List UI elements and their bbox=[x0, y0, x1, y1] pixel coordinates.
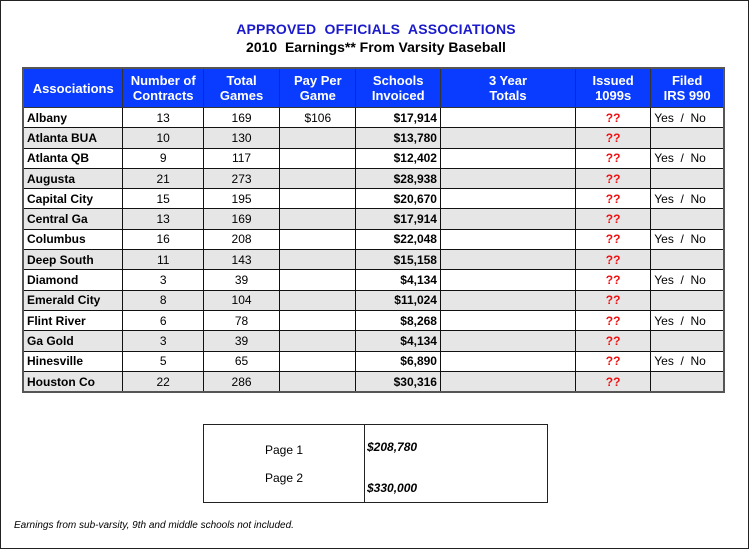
three-year-totals-cell bbox=[440, 108, 575, 128]
total-games-cell: 169 bbox=[203, 108, 279, 128]
pay-per-game-cell bbox=[280, 371, 356, 392]
table-row bbox=[23, 290, 724, 310]
contracts-cell: 16 bbox=[123, 229, 203, 249]
issued-1099s-cell: ?? bbox=[576, 108, 651, 128]
schools-invoiced-cell: $30,316 bbox=[356, 371, 441, 392]
issued-1099s-cell: ?? bbox=[576, 168, 651, 188]
filed-irs-990-cell bbox=[651, 331, 724, 351]
association-cell: Columbus bbox=[23, 229, 123, 249]
totals-divider bbox=[364, 425, 365, 502]
filed-irs-990-cell bbox=[651, 209, 724, 229]
pay-per-game-cell bbox=[280, 290, 356, 310]
schools-invoiced-cell: $4,134 bbox=[356, 331, 441, 351]
column-header-associations: Associations bbox=[23, 68, 123, 108]
association-cell: Augusta bbox=[23, 168, 123, 188]
issued-1099s-cell: ?? bbox=[576, 371, 651, 392]
issued-1099s-cell: ?? bbox=[576, 189, 651, 209]
association-cell: Houston Co bbox=[23, 371, 123, 392]
pay-per-game-cell bbox=[280, 189, 356, 209]
footnote: Earnings from sub-varsity, 9th and middle schools not included. bbox=[14, 520, 294, 531]
table-row bbox=[23, 371, 724, 392]
association-cell: Diamond bbox=[23, 270, 123, 290]
page2-total: $330,000 bbox=[367, 481, 418, 495]
three-year-totals-cell bbox=[440, 229, 575, 249]
filed-irs-990-cell: Yes / No bbox=[651, 270, 724, 290]
column-header-pay-per-game: Pay Per Game bbox=[280, 68, 356, 108]
schools-invoiced-cell: $4,134 bbox=[356, 270, 441, 290]
contracts-cell: 15 bbox=[123, 189, 203, 209]
column-header-issued-1099s: Issued 1099s bbox=[576, 68, 651, 108]
issued-1099s-cell: ?? bbox=[576, 250, 651, 270]
issued-1099s-cell: ?? bbox=[576, 148, 651, 168]
schools-invoiced-cell: $12,402 bbox=[356, 148, 441, 168]
three-year-totals-cell bbox=[440, 310, 575, 330]
pay-per-game-cell: $106 bbox=[280, 108, 356, 128]
schools-invoiced-cell: $17,914 bbox=[356, 209, 441, 229]
table-row bbox=[23, 168, 724, 188]
table-header-row bbox=[23, 68, 724, 108]
three-year-totals-cell bbox=[440, 128, 575, 148]
contracts-cell: 5 bbox=[123, 351, 203, 371]
association-cell: Deep South bbox=[23, 250, 123, 270]
page-title: APPROVED OFFICIALS ASSOCIATIONS bbox=[236, 21, 516, 37]
table-row bbox=[23, 128, 724, 148]
column-header-filed-irs-990: Filed IRS 990 bbox=[651, 68, 724, 108]
page1-total: $208,780 bbox=[367, 440, 418, 454]
contracts-cell: 11 bbox=[123, 250, 203, 270]
filed-irs-990-cell bbox=[651, 371, 724, 392]
table-row bbox=[23, 310, 724, 330]
total-games-cell: 39 bbox=[203, 270, 279, 290]
pay-per-game-cell bbox=[280, 209, 356, 229]
association-cell: Emerald City bbox=[23, 290, 123, 310]
association-cell: Atlanta QB bbox=[23, 148, 123, 168]
filed-irs-990-cell bbox=[651, 128, 724, 148]
contracts-cell: 3 bbox=[123, 270, 203, 290]
contracts-cell: 6 bbox=[123, 310, 203, 330]
schools-invoiced-cell: $22,048 bbox=[356, 229, 441, 249]
column-header-contracts: Number of Contracts bbox=[123, 68, 203, 108]
three-year-totals-cell bbox=[440, 371, 575, 392]
filed-irs-990-cell: Yes / No bbox=[651, 189, 724, 209]
schools-invoiced-cell: $15,158 bbox=[356, 250, 441, 270]
issued-1099s-cell: ?? bbox=[576, 229, 651, 249]
association-cell: Ga Gold bbox=[23, 331, 123, 351]
three-year-totals-cell bbox=[440, 270, 575, 290]
schools-invoiced-cell: $13,780 bbox=[356, 128, 441, 148]
contracts-cell: 9 bbox=[123, 148, 203, 168]
issued-1099s-cell: ?? bbox=[576, 310, 651, 330]
total-games-cell: 78 bbox=[203, 310, 279, 330]
filed-irs-990-cell: Yes / No bbox=[651, 229, 724, 249]
pay-per-game-cell bbox=[280, 250, 356, 270]
contracts-cell: 10 bbox=[123, 128, 203, 148]
page-totals-box bbox=[203, 424, 548, 503]
schools-invoiced-cell: $6,890 bbox=[356, 351, 441, 371]
contracts-cell: 3 bbox=[123, 331, 203, 351]
three-year-totals-cell bbox=[440, 250, 575, 270]
total-games-cell: 195 bbox=[203, 189, 279, 209]
column-header-schools-invoiced: Schools Invoiced bbox=[356, 68, 441, 108]
contracts-cell: 8 bbox=[123, 290, 203, 310]
table-row bbox=[23, 189, 724, 209]
contracts-cell: 21 bbox=[123, 168, 203, 188]
three-year-totals-cell bbox=[440, 209, 575, 229]
schools-invoiced-cell: $28,938 bbox=[356, 168, 441, 188]
page1-label: Page 1 bbox=[264, 443, 304, 457]
table-row bbox=[23, 108, 724, 128]
pay-per-game-cell bbox=[280, 229, 356, 249]
contracts-cell: 13 bbox=[123, 209, 203, 229]
associations-table bbox=[22, 67, 725, 393]
pay-per-game-cell bbox=[280, 331, 356, 351]
pay-per-game-cell bbox=[280, 128, 356, 148]
total-games-cell: 39 bbox=[203, 331, 279, 351]
page2-label: Page 2 bbox=[264, 471, 304, 485]
association-cell: Atlanta BUA bbox=[23, 128, 123, 148]
table-row bbox=[23, 351, 724, 371]
issued-1099s-cell: ?? bbox=[576, 351, 651, 371]
total-games-cell: 104 bbox=[203, 290, 279, 310]
column-header-total-games: Total Games bbox=[203, 68, 279, 108]
issued-1099s-cell: ?? bbox=[576, 270, 651, 290]
pay-per-game-cell bbox=[280, 270, 356, 290]
issued-1099s-cell: ?? bbox=[576, 209, 651, 229]
schools-invoiced-cell: $11,024 bbox=[356, 290, 441, 310]
total-games-cell: 65 bbox=[203, 351, 279, 371]
table-row bbox=[23, 250, 724, 270]
page-subtitle: 2010 Earnings** From Varsity Baseball bbox=[246, 39, 506, 55]
issued-1099s-cell: ?? bbox=[576, 290, 651, 310]
table-row bbox=[23, 270, 724, 290]
filed-irs-990-cell: Yes / No bbox=[651, 351, 724, 371]
three-year-totals-cell bbox=[440, 331, 575, 351]
total-games-cell: 117 bbox=[203, 148, 279, 168]
pay-per-game-cell bbox=[280, 351, 356, 371]
filed-irs-990-cell: Yes / No bbox=[651, 148, 724, 168]
association-cell: Capital City bbox=[23, 189, 123, 209]
issued-1099s-cell: ?? bbox=[576, 128, 651, 148]
filed-irs-990-cell bbox=[651, 290, 724, 310]
association-cell: Flint River bbox=[23, 310, 123, 330]
association-cell: Albany bbox=[23, 108, 123, 128]
contracts-cell: 13 bbox=[123, 108, 203, 128]
table-row bbox=[23, 229, 724, 249]
schools-invoiced-cell: $20,670 bbox=[356, 189, 441, 209]
issued-1099s-cell: ?? bbox=[576, 331, 651, 351]
pay-per-game-cell bbox=[280, 168, 356, 188]
table-row bbox=[23, 209, 724, 229]
total-games-cell: 143 bbox=[203, 250, 279, 270]
schools-invoiced-cell: $8,268 bbox=[356, 310, 441, 330]
table-row bbox=[23, 148, 724, 168]
column-header-3-year-totals: 3 Year Totals bbox=[440, 68, 575, 108]
pay-per-game-cell bbox=[280, 148, 356, 168]
filed-irs-990-cell bbox=[651, 168, 724, 188]
total-games-cell: 273 bbox=[203, 168, 279, 188]
pay-per-game-cell bbox=[280, 310, 356, 330]
total-games-cell: 169 bbox=[203, 209, 279, 229]
filed-irs-990-cell bbox=[651, 250, 724, 270]
total-games-cell: 208 bbox=[203, 229, 279, 249]
contracts-cell: 22 bbox=[123, 371, 203, 392]
three-year-totals-cell bbox=[440, 290, 575, 310]
total-games-cell: 286 bbox=[203, 371, 279, 392]
total-games-cell: 130 bbox=[203, 128, 279, 148]
association-cell: Hinesville bbox=[23, 351, 123, 371]
three-year-totals-cell bbox=[440, 189, 575, 209]
filed-irs-990-cell: Yes / No bbox=[651, 310, 724, 330]
three-year-totals-cell bbox=[440, 168, 575, 188]
three-year-totals-cell bbox=[440, 148, 575, 168]
association-cell: Central Ga bbox=[23, 209, 123, 229]
schools-invoiced-cell: $17,914 bbox=[356, 108, 441, 128]
filed-irs-990-cell: Yes / No bbox=[651, 108, 724, 128]
three-year-totals-cell bbox=[440, 351, 575, 371]
table-row bbox=[23, 331, 724, 351]
